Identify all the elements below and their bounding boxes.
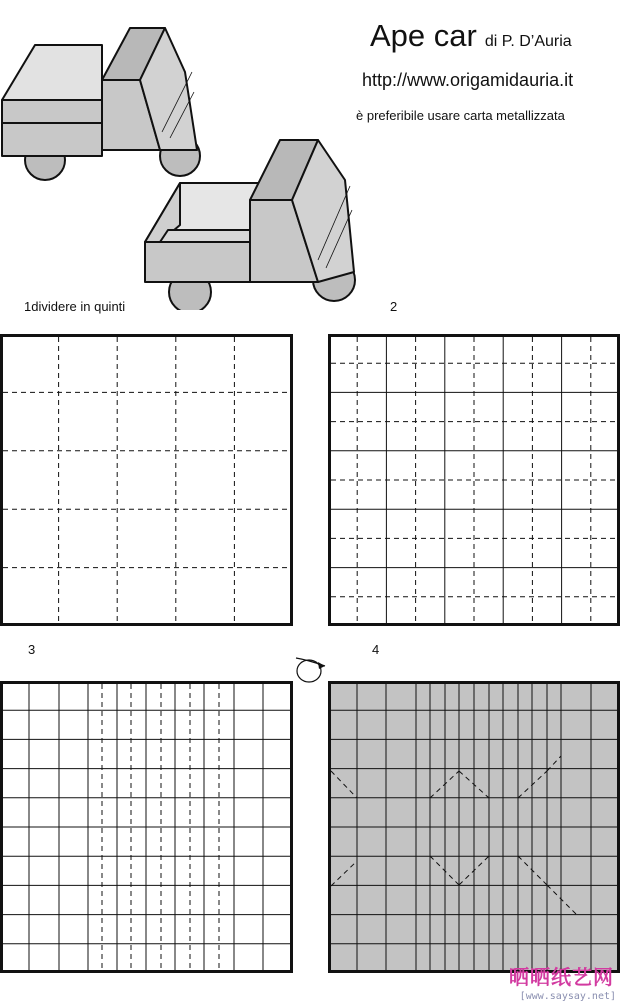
step1-label: 1dividere in quinti xyxy=(24,299,126,314)
step3-diagram xyxy=(0,681,293,973)
step2-diagram xyxy=(328,334,620,626)
car-illustrations xyxy=(0,10,360,310)
step3-label: 3 xyxy=(28,642,36,657)
step4-diagram xyxy=(328,681,620,973)
website-url: http://www.origamidauria.it xyxy=(362,70,574,90)
turn-over-icon xyxy=(292,652,336,686)
watermark-logo: 晒晒纸艺网 xyxy=(509,967,614,989)
paper-note: è preferibile usare carta metallizzata xyxy=(356,108,565,123)
title-text: Ape car xyxy=(370,18,477,53)
car-closed-drawing xyxy=(2,28,200,180)
step4-label: 4 xyxy=(372,642,380,657)
page-title xyxy=(370,18,572,54)
paper-square xyxy=(2,336,292,625)
step1-diagram xyxy=(0,334,293,626)
watermark-url: [www.saysay.net] xyxy=(519,991,616,1002)
author-text: di P. D’Auria xyxy=(484,33,572,50)
step2-label: 2 xyxy=(390,299,398,314)
